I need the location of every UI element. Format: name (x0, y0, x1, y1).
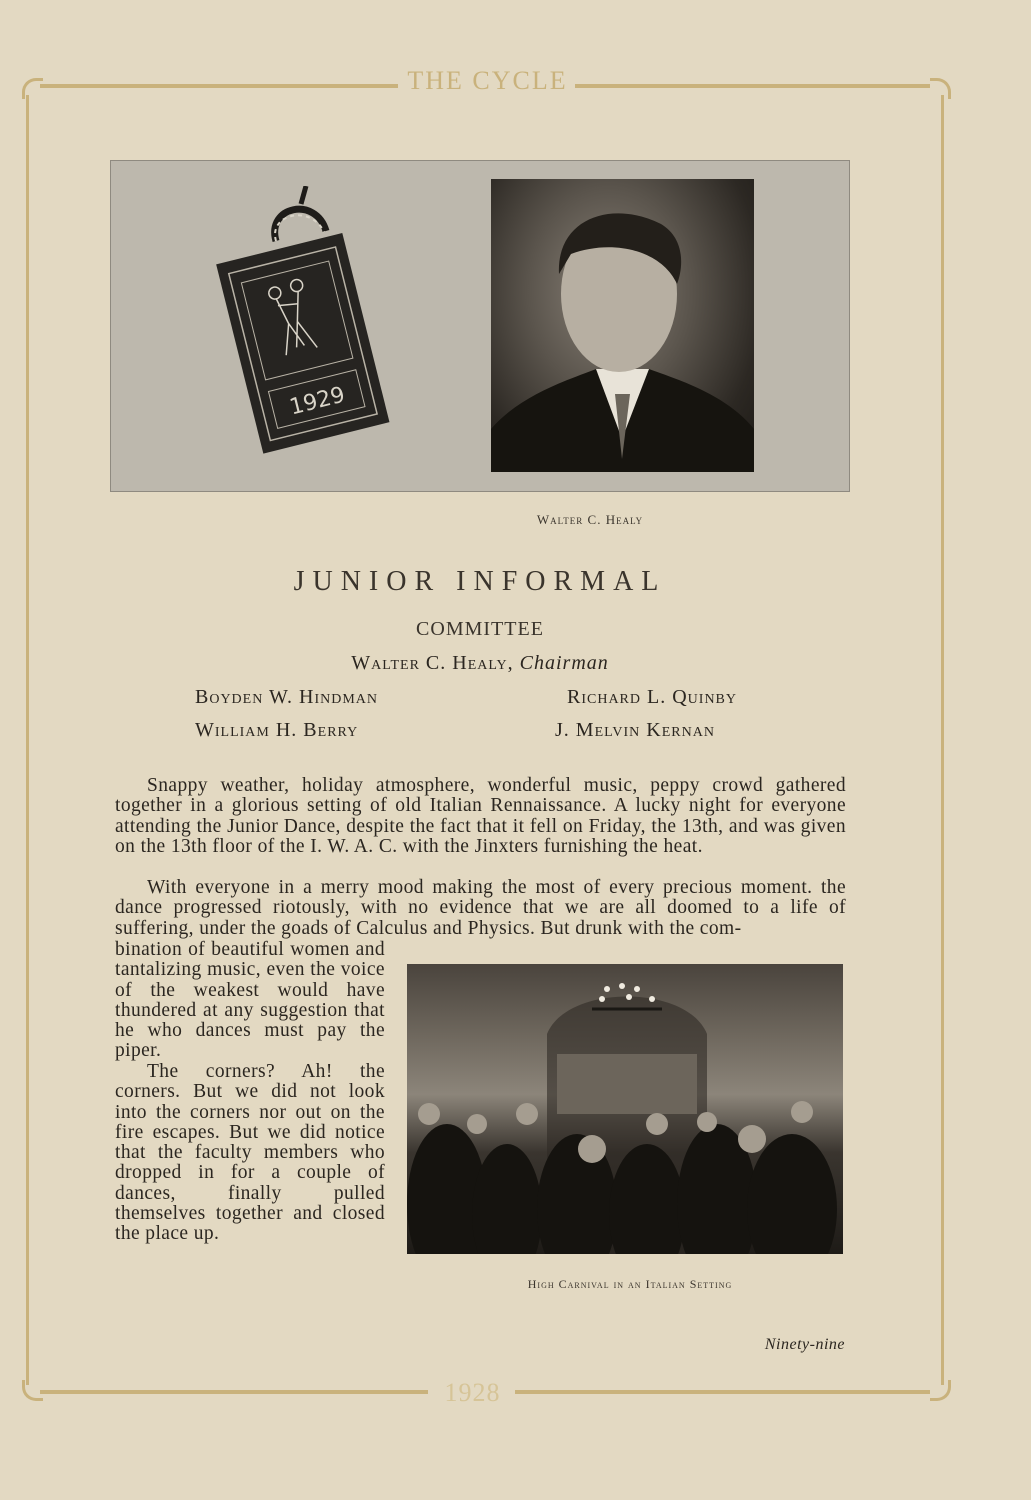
frame-border-bottom-right (515, 1390, 930, 1394)
frame-corner-bottom-left (22, 1380, 43, 1401)
frame-border-top-right (575, 84, 930, 88)
dance-card-year: 1929 (287, 382, 348, 421)
committee-member: William H. Berry (195, 719, 359, 741)
committee-member: Richard L. Quinby (567, 686, 737, 708)
frame-border-top-left (40, 84, 398, 88)
frame-border-left (26, 95, 29, 1385)
page-title: JUNIOR INFORMAL (293, 566, 667, 597)
frame-border-bottom-left (40, 1390, 428, 1394)
body-paragraph-1: Snappy weather, holiday atmosphere, wonderful music, peppy crowd gathered together in a glorious setting of old Italian Rennaissance. A lucky night for everyone attending the Junior Dance, despite the fact that it fell on Friday, the 13th, and was given on the 13th floor of the I. W. A. C. with the Jinxters furnishing the heat. (115, 775, 846, 857)
chairman-role: Chairman (519, 652, 609, 674)
photo-panel (110, 160, 850, 492)
crowd-scene (407, 964, 843, 1254)
frame-border-right (941, 95, 944, 1385)
committee-heading: COMMITTEE (416, 618, 544, 640)
portrait-silhouette (491, 179, 754, 472)
chairman-line (0, 652, 960, 675)
frame-corner-top-left (22, 78, 43, 99)
chairman-name: Walter C. Healy, (351, 652, 514, 674)
portrait-caption: Walter C. Healy (536, 512, 644, 527)
committee-member: J. Melvin Kernan (555, 719, 715, 741)
body-paragraph-3: bination of beautiful women and tantalizing music, even the voice of the weakest would have thundered at any suggestion that he who dances must pay the piper. (115, 939, 385, 1062)
portrait-photo (491, 179, 754, 472)
frame-corner-top-right (930, 78, 951, 99)
running-head: THE CYCLE (407, 66, 568, 95)
body-paragraph-4: The corners? Ah! the corners. But we did not look into the corners nor out on the fire escapes. But we did notice that the faculty members who dropped in for a couple of dances, finally pulled themselves together and closed the place up. (115, 1061, 385, 1245)
page-number: Ninety-nine (764, 1336, 845, 1353)
body-paragraph-2: With everyone in a merry mood making the most of every precious moment. the dance progressed riotously, with no evidence that we are all doomed to a life of suffering, under the goads of Calculus and Physics. But drunk with the com- (115, 877, 846, 939)
running-foot: 1928 (444, 1378, 501, 1407)
dance-card-image (206, 186, 396, 456)
committee-member: Boyden W. Hindman (195, 686, 379, 708)
crowd-caption: High Carnival in an Italian Setting (527, 1277, 733, 1291)
crowd-photo (407, 964, 843, 1254)
frame-corner-bottom-right (930, 1380, 951, 1401)
